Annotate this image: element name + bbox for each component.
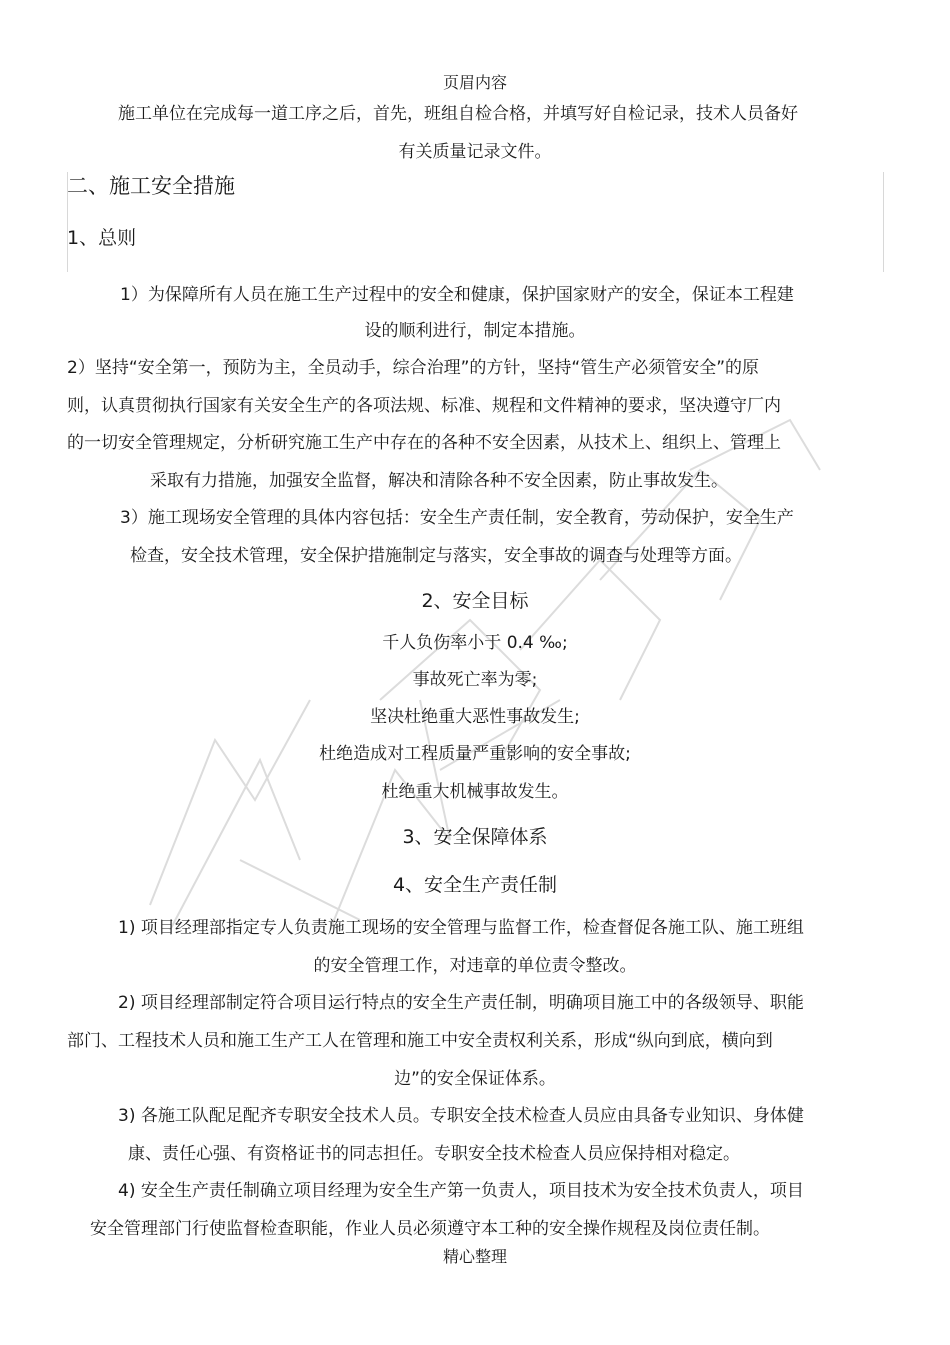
subsection-assurance-title: 3、安全保障体系: [402, 826, 548, 848]
responsibility-2-line-2: 部门、工程技术人员和施工生产工人在管理和施工中安全责权利关系，形成“纵向到底，横向到: [67, 1031, 773, 1051]
subsection-general-title: 1、总则: [67, 227, 137, 249]
responsibility-3-line-2: 康、责任心强、有资格证书的同志担任。专职安全技术检查人员应保持相对稳定。: [128, 1144, 740, 1164]
paragraph-3-line-1: 3）施工现场安全管理的具体内容包括：安全生产责任制，安全教育，劳动保护，安全生产: [120, 508, 794, 528]
paragraph-2-line-3: 的一切安全管理规定，分析研究施工生产中存在的各种不安全因素，从技术上、组织上、管理上: [67, 433, 781, 453]
paragraph-1-line-1: 1）为保障所有人员在施工生产过程中的安全和健康，保护国家财产的安全，保证本工程建: [120, 285, 794, 305]
paragraph-2-line-1: 2）坚持“安全第一，预防为主，全员动手，综合治理”的方针，坚持“管生产必须管安全”的原: [67, 358, 760, 378]
page-footer: 精心整理: [442, 1247, 507, 1266]
goal-item: 事故死亡率为零;: [412, 670, 538, 690]
section-title: 二、施工安全措施: [67, 174, 235, 198]
responsibility-4-line-2: 安全管理部门行使监督检查职能，作业人员必须遵守本工种的安全操作规程及岗位责任制。: [90, 1219, 770, 1239]
responsibility-2-line-3: 边”的安全保证体系。: [394, 1069, 556, 1089]
page-header: 页眉内容: [442, 73, 507, 92]
goal-item: 杜绝造成对工程质量严重影响的安全事故;: [319, 744, 631, 764]
right-margin-rule: [883, 172, 884, 272]
goal-item: 坚决杜绝重大恶性事故发生;: [370, 707, 580, 727]
paragraph-1-line-2: 设的顺利进行，制定本措施。: [364, 321, 586, 341]
intro-line-2: 有关质量记录文件。: [398, 142, 552, 162]
responsibility-1-line-2: 的安全管理工作，对违章的单位责令整改。: [313, 956, 637, 976]
intro-line-1: 施工单位在完成每一道工序之后，首先，班组自检合格，并填写好自检记录，技术人员备好: [118, 104, 798, 124]
subsection-responsibility-title: 4、安全生产责任制: [392, 874, 558, 896]
responsibility-2-line-1: 2) 项目经理部制定符合项目运行特点的安全生产责任制，明确项目施工中的各级领导、职能: [118, 993, 804, 1013]
paragraph-3-line-2: 检查，安全技术管理，安全保护措施制定与落实，安全事故的调查与处理等方面。: [130, 546, 742, 566]
subsection-goals-title: 2、安全目标: [421, 590, 529, 612]
goal-item: 杜绝重大机械事故发生。: [381, 782, 569, 802]
paragraph-2-line-4: 采取有力措施，加强安全监督，解决和清除各种不安全因素，防止事故发生。: [150, 471, 728, 491]
responsibility-3-line-1: 3) 各施工队配足配齐专职安全技术人员。专职安全技术检查人员应由具备专业知识、身体健: [118, 1106, 804, 1126]
responsibility-4-line-1: 4) 安全生产责任制确立项目经理为安全生产第一负责人，项目技术为安全技术负责人，项目: [118, 1181, 804, 1201]
goal-item: 千人负伤率小于 0.4 ‰;: [382, 633, 568, 653]
responsibility-1-line-1: 1) 项目经理部指定专人负责施工现场的安全管理与监督工作，检查督促各施工队、施工班组: [118, 918, 804, 938]
paragraph-2-line-2: 则，认真贯彻执行国家有关安全生产的各项法规、标准、规程和文件精神的要求，坚决遵守厂内: [67, 396, 781, 416]
